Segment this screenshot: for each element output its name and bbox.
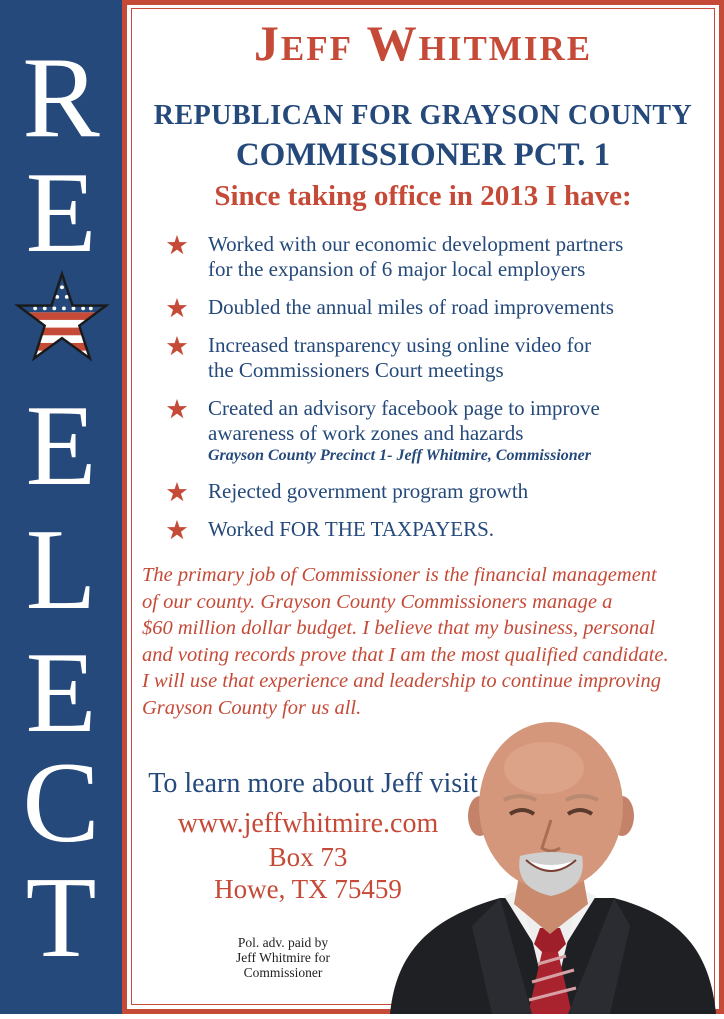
disclaimer-line: Commissioner <box>243 965 323 980</box>
list-item <box>166 479 706 504</box>
accomplishments-list <box>166 232 706 555</box>
list-item-line: for the expansion of 6 major local employers <box>208 257 586 281</box>
list-item-line: Worked with our economic development partners <box>208 232 624 256</box>
list-item-line: Created an advisory facebook page to improve <box>208 396 600 420</box>
candidate-photo <box>382 720 719 1014</box>
party-line: REPUBLICAN FOR GRAYSON COUNTY <box>153 100 693 131</box>
city-state-zip: Howe, TX 75459 <box>214 874 402 904</box>
statement-line: $60 million dollar budget. I believe that my business, personal <box>142 617 656 639</box>
statement-line: The primary job of Commissioner is the financial management <box>142 564 657 586</box>
website-link[interactable]: www.jeffwhitmire.com <box>177 808 439 839</box>
list-item <box>166 396 706 466</box>
sidebar-letter-l: L <box>25 506 97 634</box>
sidebar-letter-r: R <box>22 34 100 162</box>
list-item-line: Increased transparency using online video for <box>208 333 592 357</box>
statement-line: Grayson County for us all. <box>142 696 362 719</box>
list-item-line: Worked FOR THE TAXPAYERS. <box>208 517 495 541</box>
office-title: COMMISSIONER PCT. 1 <box>235 137 611 173</box>
reelect-sidebar <box>0 0 122 1014</box>
disclaimer-line: Jeff Whitmire for <box>236 950 330 965</box>
list-item-line: Rejected government program growth <box>208 479 529 503</box>
learn-more-text: To learn more about Jeff visit <box>148 768 478 799</box>
list-item <box>166 333 706 383</box>
red-star-icon <box>166 398 188 420</box>
red-star-icon <box>166 481 188 503</box>
list-item <box>166 232 706 282</box>
facebook-page-name: Grayson County Precinct 1- Jeff Whitmire, Commissioner <box>208 447 591 464</box>
statement-line: and voting records prove that I am the most qualified candidate. <box>142 643 669 666</box>
red-star-icon <box>166 234 188 256</box>
statement-paragraph <box>142 562 712 721</box>
flag-star-icon <box>14 270 110 366</box>
since-heading: Since taking office in 2013 I have: <box>214 180 632 212</box>
sidebar-letter-t: T <box>25 854 97 982</box>
sidebar-letter-e3: E <box>25 629 97 757</box>
red-star-icon <box>166 335 188 357</box>
statement-line: I will use that experience and leadership to continue improving <box>142 670 662 692</box>
red-star-icon <box>166 519 188 541</box>
sidebar-letter-e2: E <box>25 382 97 510</box>
list-item <box>166 295 706 320</box>
list-item-line: the Commissioners Court meetings <box>208 358 504 382</box>
candidate-name: Jeff Whitmire <box>253 15 593 71</box>
red-star-icon <box>166 297 188 319</box>
list-item-line: Doubled the annual miles of road improvements <box>208 295 614 319</box>
list-item <box>166 517 706 542</box>
statement-line: of our county. Grayson County Commissioners manage a <box>142 590 613 613</box>
list-item-line: awareness of work zones and hazards <box>208 421 524 445</box>
sidebar-letter-e1: E <box>25 149 97 277</box>
disclaimer-line: Pol. adv. paid by <box>237 935 329 950</box>
political-disclaimer <box>208 935 358 980</box>
po-box: Box 73 <box>268 842 348 872</box>
sidebar-letter-c: C <box>22 739 100 867</box>
